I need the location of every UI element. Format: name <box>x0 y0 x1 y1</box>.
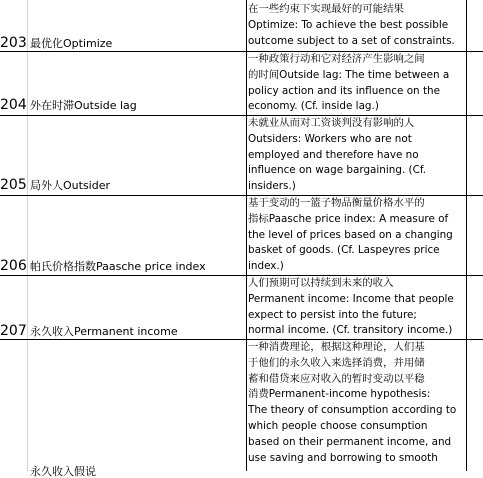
definition-cell <box>248 116 470 195</box>
definition-line: 一种消费理论，根据这种理论，人们基 <box>248 341 425 353</box>
definition-line: expect to persist into the future; <box>248 308 417 321</box>
term-cell: 永久收入假说 <box>30 465 96 478</box>
definition-line: Permanent income: Income that people <box>248 292 454 305</box>
definition-line: normal income. (Cf. transitory income.) <box>248 324 453 337</box>
definition-line: Outsiders: Workers who are not <box>248 132 412 145</box>
definition-line: 在一些约束下实现最好的可能结果 <box>248 3 404 15</box>
term-cell: 最优化Optimize <box>30 37 113 50</box>
definition-line: index.) <box>248 260 284 273</box>
row-number: 204 <box>0 97 27 113</box>
definition-line: outcome subject to a set of constraints. <box>248 34 455 47</box>
row-number: 205 <box>0 177 27 193</box>
definition-cell <box>248 2 470 49</box>
definition-cell <box>248 276 470 339</box>
definition-line: The theory of consumption according to <box>248 404 457 417</box>
definition-line: economy. (Cf. inside lag.) <box>248 100 379 113</box>
definition-line: use saving and borrowing to smooth <box>248 451 438 464</box>
definition-line: 的时间Outside lag: The time between a <box>248 68 450 81</box>
definition-line: Optimize: To achieve the best possible <box>248 18 449 31</box>
term-cell: 永久收入Permanent income <box>30 325 178 338</box>
table-row <box>0 52 483 115</box>
definition-line: 于他们的永久收入来选择消费，并用储 <box>248 356 425 369</box>
definition-cell <box>248 340 470 466</box>
definition-line: insiders.) <box>248 180 296 193</box>
row-number: 203 <box>0 35 27 51</box>
definition-line: 一种政策行动和它对经济产生影响之间 <box>248 53 425 65</box>
definition-line: basket of goods. (Cf. Laspeyres price <box>248 244 440 257</box>
row-number: 207 <box>0 323 27 339</box>
definition-cell <box>248 196 470 275</box>
definition-line: policy action and its influence on the <box>248 84 440 97</box>
table-row <box>0 0 483 51</box>
term-cell: 帕氏价格指数Paasche price index <box>30 260 206 273</box>
row-number: 206 <box>0 258 27 274</box>
definition-line: 指标Paasche price index: A measure of <box>248 212 449 225</box>
definition-line: 基于变动的一篮子物品衡量价格水平的 <box>248 197 425 209</box>
table-row <box>0 276 483 339</box>
definition-line: employed and therefore have no <box>248 148 419 161</box>
table-row <box>0 340 483 478</box>
definition-line: 蓄和借贷来应对收入的暂时变动以平稳 <box>248 372 425 385</box>
definition-line: 消费Permanent-income hypothesis: <box>248 388 431 401</box>
definition-line: 未就业从而对工资谈判没有影响的人 <box>248 117 415 129</box>
definition-line: based on their permanent income, and <box>248 435 452 448</box>
table-row <box>0 196 483 275</box>
definition-line: influence on wage bargaining. (Cf. <box>248 164 427 177</box>
definition-line: which people choose consumption <box>248 419 428 432</box>
term-cell: 局外人Outsider <box>30 179 111 192</box>
table-row <box>0 116 483 195</box>
term-cell: 外在时滞Outside lag <box>30 99 137 112</box>
definition-line: the level of prices based on a changing <box>248 228 453 241</box>
definition-cell <box>248 52 470 115</box>
definition-line: 人们预期可以持续到未来的收入 <box>248 277 394 289</box>
